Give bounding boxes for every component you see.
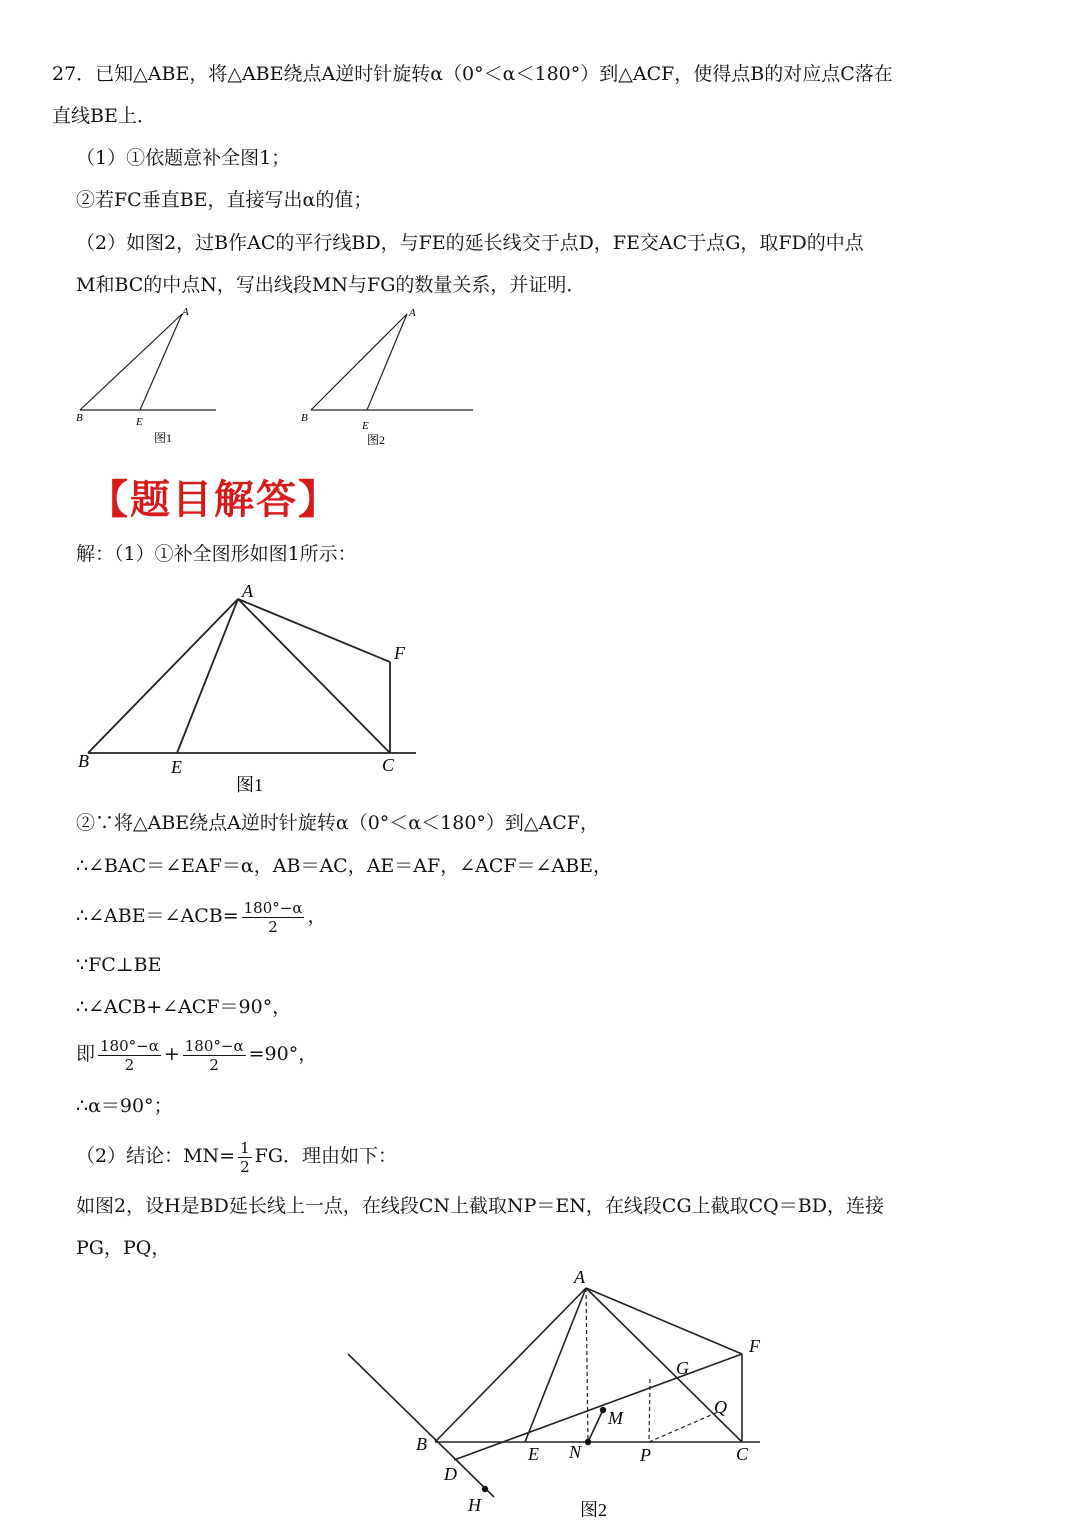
- solution-line-6: ∴∠ACB+∠ACF＝90°，: [76, 996, 292, 1018]
- label-P: P: [640, 1445, 651, 1465]
- problem-line-2: 直线BE上．: [52, 105, 156, 127]
- fraction-numerator: 180°−α: [243, 898, 303, 917]
- equation-text: ∴∠ABE＝∠ACB=: [76, 905, 239, 927]
- conclusion-text: FG．理由如下：: [254, 1145, 398, 1167]
- label-F: F: [394, 643, 405, 663]
- figure-caption: 图2: [580, 1500, 607, 1520]
- question-2b: M和BC的中点N，写出线段MN与FG的数量关系，并证明．: [76, 274, 586, 296]
- label-E: E: [362, 420, 369, 432]
- fraction: [238, 1139, 252, 1176]
- equation-text: 即: [76, 1043, 96, 1065]
- fraction-numerator: 1: [240, 1138, 250, 1157]
- question-2a: （2）如图2，过B作AC的平行线BD，与FE的延长线交于点D，FE交AC于点G，取FD的中点: [76, 232, 864, 254]
- figure-caption: 图1: [154, 431, 173, 445]
- fraction-denominator: 2: [209, 1055, 219, 1074]
- solution-line-8: ∴α＝90°；: [76, 1095, 173, 1117]
- solution-line-7: [76, 1032, 317, 1076]
- fraction-numerator: 180°−α: [100, 1036, 159, 1055]
- equation-text: ，: [307, 905, 327, 927]
- solution-line-3: ∴∠BAC＝∠EAF＝α，AB＝AC，AE＝AF，∠ACF＝∠ABE，: [76, 855, 613, 877]
- solution-line-4: [76, 896, 326, 936]
- figure-caption: 图2: [367, 433, 386, 447]
- question-1a: （1）①依题意补全图1；: [76, 147, 291, 169]
- fraction: [98, 1037, 161, 1074]
- label-D: D: [444, 1464, 457, 1484]
- label-H: H: [468, 1495, 481, 1515]
- label-E: E: [528, 1444, 539, 1464]
- fraction: [242, 899, 305, 936]
- small-figure-2: [295, 302, 480, 452]
- solution-line-11: PG，PQ，: [76, 1237, 171, 1259]
- small-figure-1: [70, 302, 230, 452]
- label-B: B: [301, 412, 308, 424]
- solution-line-10: 如图2，设H是BD延长线上一点，在线段CN上截取NP＝EN，在线段CG上截取CQ＝BD，连接: [76, 1195, 884, 1217]
- fraction: [183, 1037, 246, 1074]
- label-B: B: [78, 751, 89, 771]
- label-A: A: [574, 1267, 585, 1287]
- label-Q: Q: [714, 1397, 727, 1417]
- fraction-denominator: 2: [268, 917, 278, 936]
- solution-figure-2: [340, 1262, 780, 1524]
- fraction-denominator: 2: [124, 1055, 135, 1074]
- plus-sign: +: [163, 1043, 180, 1065]
- solution-line-5: ∵FC⊥BE: [76, 954, 162, 976]
- label-B: B: [416, 1434, 427, 1454]
- label-N: N: [569, 1442, 582, 1462]
- label-C: C: [736, 1444, 749, 1464]
- label-A: A: [242, 581, 253, 601]
- solution-banner: 【题目解答】: [88, 477, 340, 523]
- label-B: B: [76, 412, 83, 424]
- label-E: E: [171, 757, 182, 777]
- solution-line-9: [76, 1136, 397, 1176]
- solution-figure-1: [70, 575, 430, 800]
- fraction-numerator: 180°−α: [184, 1036, 244, 1055]
- label-E: E: [136, 416, 143, 428]
- solution-line-2: ②∵将△ABE绕点A逆时针旋转α（0°＜α＜180°）到△ACF，: [76, 812, 599, 834]
- equation-text: =90°，: [248, 1043, 318, 1065]
- label-F: F: [749, 1336, 760, 1356]
- fraction-denominator: 2: [240, 1157, 250, 1176]
- label-A: A: [409, 307, 416, 319]
- conclusion-text: （2）结论：MN=: [76, 1145, 236, 1167]
- label-A: A: [182, 306, 189, 318]
- label-C: C: [382, 755, 395, 775]
- figure-caption: 图1: [236, 775, 263, 795]
- solution-line-1: 解：（1）①补全图形如图1所示：: [76, 543, 357, 565]
- label-M: M: [608, 1408, 623, 1428]
- label-G: G: [676, 1358, 689, 1378]
- problem-line-1: 27．已知△ABE，将△ABE绕点A逆时针旋转α（0°＜α＜180°）到△ACF，使得点B的对应点C落在: [52, 63, 893, 85]
- question-1b: ②若FC垂直BE，直接写出α的值；: [76, 189, 373, 211]
